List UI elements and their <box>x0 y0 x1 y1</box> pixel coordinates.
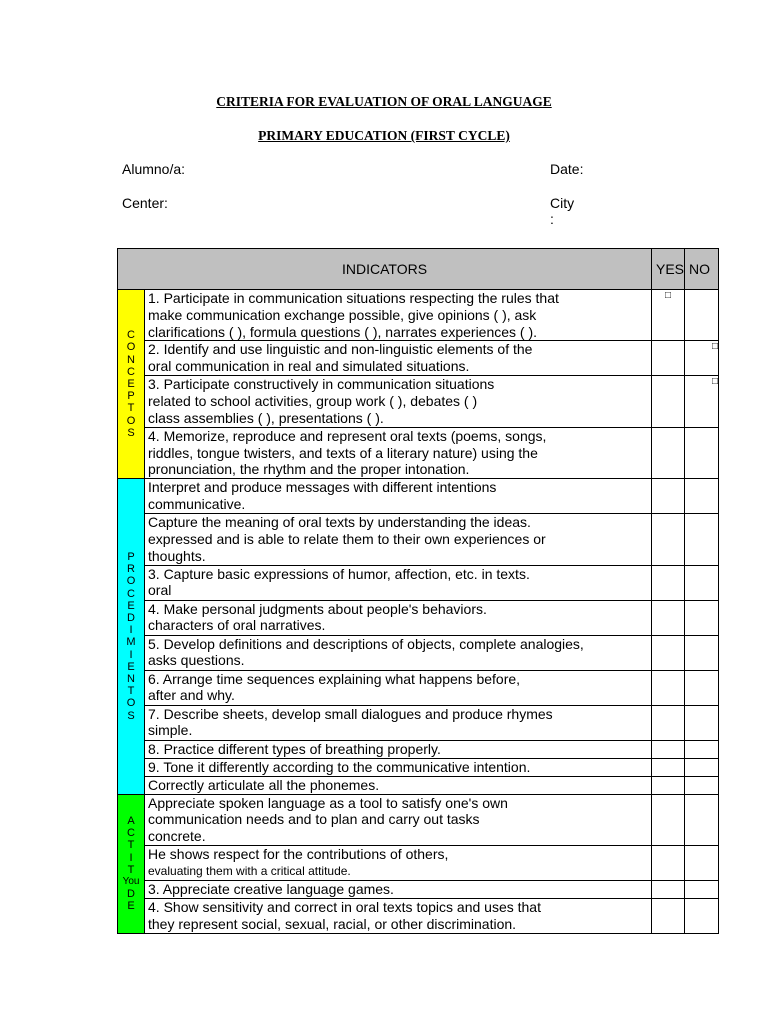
indicator-line: make communication exchange possible, give opinions ( ), ask <box>148 306 537 323</box>
yes-checkbox[interactable] <box>652 776 685 794</box>
yes-checkbox[interactable] <box>652 427 685 478</box>
indicator-text <box>145 705 652 740</box>
category-letter: E <box>127 660 135 673</box>
no-checkbox[interactable] <box>685 479 719 514</box>
indicators-header: INDICATORS <box>118 249 652 290</box>
indicator-line: 8. Practice different types of breathing properly. <box>148 740 441 757</box>
no-checkbox[interactable] <box>685 845 719 880</box>
no-checkbox[interactable]: □ <box>685 341 719 376</box>
criteria-row <box>118 670 719 705</box>
category-letter: O <box>126 414 136 427</box>
criteria-row <box>118 776 719 794</box>
indicator-text <box>145 845 652 880</box>
category-letter: R <box>127 563 135 576</box>
category-label <box>118 290 145 479</box>
indicator-text <box>145 600 652 635</box>
category-letter: I <box>129 851 133 864</box>
yes-checkbox[interactable] <box>652 670 685 705</box>
city-field-colon: : <box>550 211 554 227</box>
no-checkbox[interactable] <box>685 670 719 705</box>
criteria-row <box>118 880 719 898</box>
indicator-line: simple. <box>148 722 193 739</box>
no-checkbox[interactable] <box>685 794 719 845</box>
indicator-text <box>145 290 652 341</box>
no-checkbox[interactable] <box>685 705 719 740</box>
indicator-line: 4. Memorize, reproduce and represent oral texts (poems, songs, <box>148 427 547 444</box>
category-letter: N <box>127 672 135 685</box>
document-title: CRITERIA FOR EVALUATION OF ORAL LANGUAGE <box>216 94 552 109</box>
no-header: NO <box>685 249 719 290</box>
indicator-line: He shows respect for the contributions of others, <box>148 845 449 862</box>
indicator-line: evaluating them with a critical attitude. <box>148 863 351 878</box>
category-label <box>118 794 145 933</box>
no-checkbox[interactable] <box>685 758 719 776</box>
category-letter: C <box>127 329 135 342</box>
yes-checkbox[interactable] <box>652 341 685 376</box>
indicator-line: Interpret and produce messages with different intentions <box>148 479 497 496</box>
yes-checkbox[interactable] <box>652 635 685 670</box>
category-letter: P <box>127 550 135 563</box>
category-letter: T <box>127 685 135 698</box>
indicator-line: 3. Capture basic expressions of humor, affection, etc. in texts. <box>148 565 530 582</box>
no-checkbox[interactable] <box>685 514 719 565</box>
yes-checkbox[interactable] <box>652 794 685 845</box>
indicator-line: they represent social, sexual, racial, or other discrimination. <box>148 915 517 932</box>
indicator-text <box>145 758 652 776</box>
yes-checkbox[interactable] <box>652 880 685 898</box>
indicator-line: 7. Describe sheets, develop small dialogues and produce rhymes <box>148 705 553 722</box>
student-field-label: Alumno/a: <box>122 161 186 177</box>
criteria-row <box>118 341 719 376</box>
yes-checkbox[interactable] <box>652 565 685 600</box>
category-letter: O <box>126 341 136 354</box>
criteria-row <box>118 290 719 341</box>
indicator-line: oral <box>148 582 172 599</box>
indicator-line: 6. Arrange time sequences explaining what happens before, <box>148 670 521 687</box>
no-checkbox[interactable] <box>685 600 719 635</box>
yes-header: YES <box>652 249 685 290</box>
yes-checkbox[interactable] <box>652 705 685 740</box>
indicator-line: characters of oral narratives. <box>148 617 326 634</box>
criteria-row <box>118 705 719 740</box>
category-letter: You <box>122 875 140 887</box>
criteria-row <box>118 427 719 478</box>
indicator-line: 2. Identify and use linguistic and non-linguistic elements of the <box>148 341 533 358</box>
criteria-row <box>118 758 719 776</box>
indicator-line: expressed and is able to relate them to their own experiences or <box>148 530 546 547</box>
criteria-row <box>118 600 719 635</box>
indicator-line: related to school activities, group work ( ), debates ( ) <box>148 393 478 410</box>
no-checkbox[interactable] <box>685 290 719 341</box>
category-letter: T <box>127 863 135 876</box>
category-letter: C <box>127 827 135 840</box>
category-letter: I <box>129 624 133 637</box>
indicator-text <box>145 635 652 670</box>
category-letter: S <box>127 426 135 439</box>
indicator-line: communicative. <box>148 495 246 512</box>
indicator-text <box>145 479 652 514</box>
no-checkbox[interactable] <box>685 898 719 933</box>
indicator-line: 3. Appreciate creative language games. <box>148 880 394 897</box>
no-checkbox[interactable] <box>685 427 719 478</box>
no-checkbox[interactable]: □ <box>685 376 719 427</box>
table-header-row <box>118 249 719 290</box>
indicator-line: communication needs and to plan and carry out tasks <box>148 811 480 828</box>
category-letter: O <box>126 697 136 710</box>
yes-checkbox[interactable]: □ <box>652 290 685 341</box>
criteria-row <box>118 479 719 514</box>
category-letter: N <box>127 353 135 366</box>
criteria-row <box>118 514 719 565</box>
indicator-line: concrete. <box>148 828 206 845</box>
no-checkbox[interactable] <box>685 776 719 794</box>
indicator-line: pronunciation, the rhythm and the proper intonation. <box>148 461 470 478</box>
category-letter: C <box>127 587 135 600</box>
indicator-line: thoughts. <box>148 547 206 564</box>
no-checkbox[interactable] <box>685 740 719 758</box>
indicator-line: oral communication in real and simulated situations. <box>148 358 470 375</box>
category-letter: P <box>127 390 135 403</box>
indicator-line: 9. Tone it differently according to the communicative intention. <box>148 758 531 775</box>
indicator-text <box>145 880 652 898</box>
category-letter: I <box>129 648 133 661</box>
category-label <box>118 479 145 794</box>
criteria-row <box>118 898 719 933</box>
criteria-row <box>118 376 719 427</box>
indicator-text <box>145 565 652 600</box>
indicator-line: after and why. <box>148 687 235 704</box>
indicator-line: 3. Participate constructively in communication situations <box>148 376 495 393</box>
category-letter: D <box>127 611 135 624</box>
category-letter: E <box>127 377 135 390</box>
indicator-line: Capture the meaning of oral texts by understanding the ideas. <box>148 514 531 531</box>
criteria-row <box>118 740 719 758</box>
indicator-text <box>145 740 652 758</box>
yes-checkbox[interactable] <box>652 740 685 758</box>
indicator-line: 1. Participate in communication situations respecting the rules that <box>148 290 559 306</box>
category-letter: M <box>126 636 136 649</box>
indicator-text <box>145 514 652 565</box>
indicator-text <box>145 776 652 794</box>
date-field-label: Date: <box>550 161 584 177</box>
indicator-line: riddles, tongue twisters, and texts of a literary nature) using the <box>148 444 538 461</box>
category-letter: T <box>127 839 135 852</box>
category-letter: D <box>127 888 135 901</box>
indicator-text <box>145 794 652 845</box>
category-letter: S <box>127 709 135 722</box>
indicator-text <box>145 898 652 933</box>
criteria-row <box>118 845 719 880</box>
indicator-line: clarifications ( ), formula questions ( ), narrates experiences ( ). <box>148 323 538 340</box>
evaluation-table <box>117 248 719 934</box>
criteria-row <box>118 794 719 845</box>
yes-checkbox[interactable] <box>652 758 685 776</box>
criteria-row <box>118 565 719 600</box>
indicator-line: Correctly articulate all the phonemes. <box>148 776 380 793</box>
city-field-label: City <box>550 195 575 211</box>
indicator-line: Appreciate spoken language as a tool to satisfy one's own <box>148 794 508 811</box>
document-subtitle: PRIMARY EDUCATION (FIRST CYCLE) <box>258 128 510 143</box>
indicator-line: class assemblies ( ), presentations ( ). <box>148 409 384 426</box>
category-letter: E <box>127 900 135 913</box>
indicator-line: asks questions. <box>148 652 245 669</box>
indicator-line: 5. Develop definitions and descriptions of objects, complete analogies, <box>148 635 584 652</box>
criteria-row <box>118 635 719 670</box>
indicator-text <box>145 427 652 478</box>
yes-checkbox[interactable] <box>652 479 685 514</box>
yes-checkbox[interactable] <box>652 376 685 427</box>
category-letter: E <box>127 599 135 612</box>
category-letter: A <box>127 814 135 827</box>
yes-checkbox[interactable] <box>652 600 685 635</box>
category-letter: C <box>127 365 135 378</box>
yes-checkbox[interactable] <box>652 514 685 565</box>
category-letter: T <box>127 402 135 415</box>
category-letter: O <box>126 575 136 588</box>
indicator-text <box>145 670 652 705</box>
no-checkbox[interactable] <box>685 635 719 670</box>
indicator-line: 4. Make personal judgments about people's behaviors. <box>148 600 487 617</box>
no-checkbox[interactable] <box>685 880 719 898</box>
yes-checkbox[interactable] <box>652 845 685 880</box>
yes-checkbox[interactable] <box>652 898 685 933</box>
center-field-label: Center: <box>122 195 168 211</box>
indicator-text <box>145 376 652 427</box>
indicator-text <box>145 341 652 376</box>
indicator-line: 4. Show sensitivity and correct in oral texts topics and uses that <box>148 898 541 915</box>
no-checkbox[interactable] <box>685 565 719 600</box>
